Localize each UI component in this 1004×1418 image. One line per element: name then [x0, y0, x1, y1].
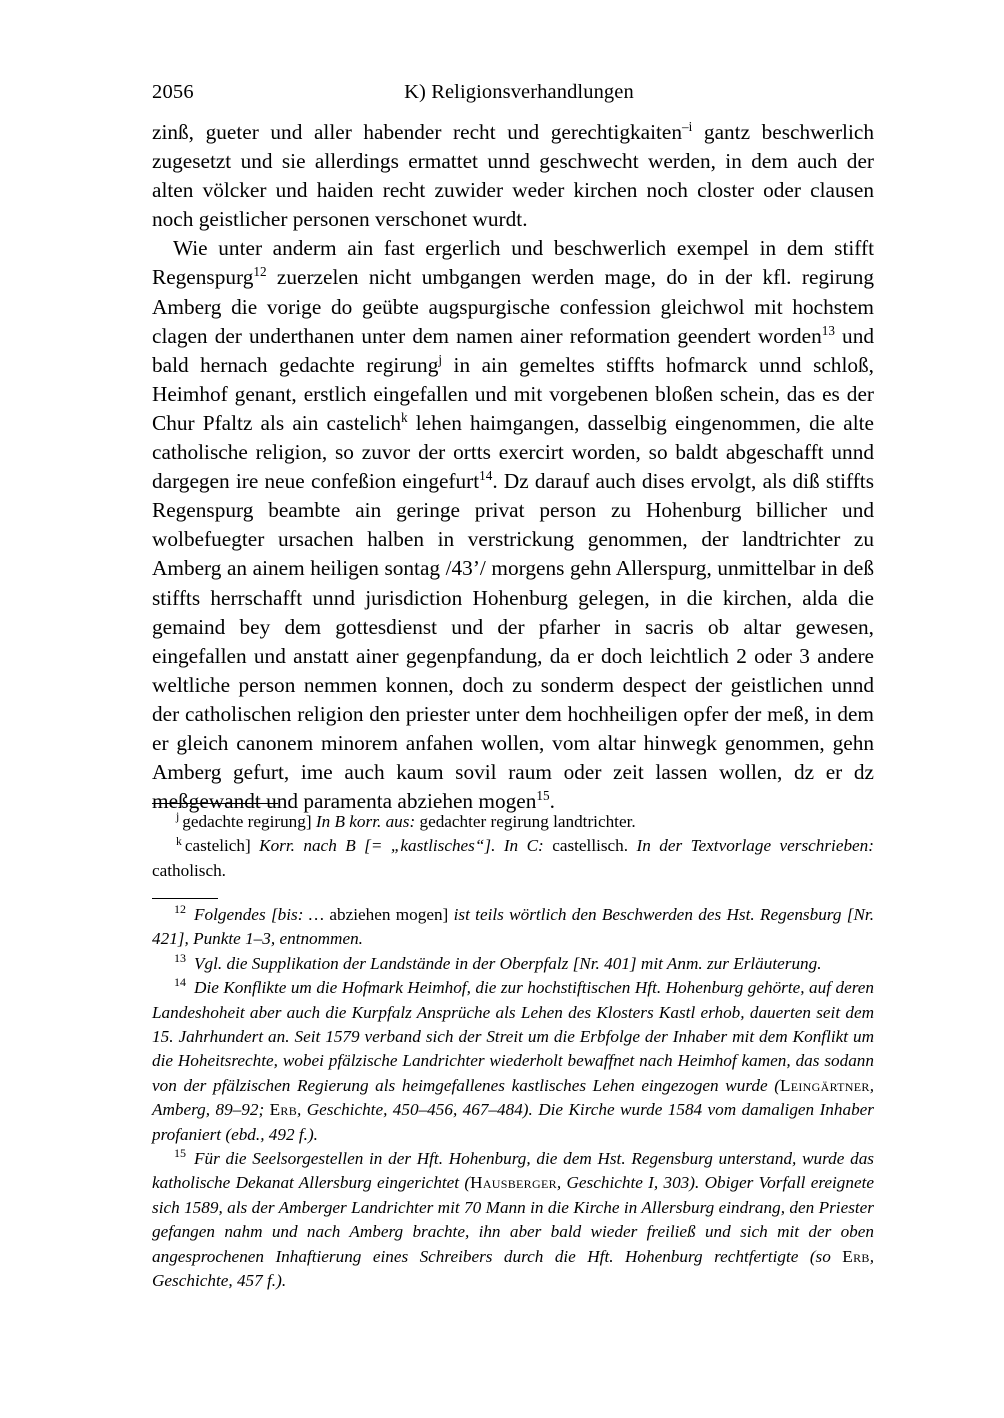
para2-seg4: in ain gemeltes stiffts hofmarck unnd schloß, Heimhof genant, erstlich eingefallen und mit vorgebenen bloßen schein, das es der Chur Pfaltz als ain castelich [152, 352, 874, 435]
paragraph-continued [152, 118, 874, 234]
footnote-14-author-leingaertner: Leingärtner [779, 1075, 870, 1095]
variant-marker-i: –i [682, 118, 693, 134]
footnote-14-seg2: , Amberg, 89–92; [152, 1075, 874, 1120]
footnote-12 [152, 903, 874, 952]
apparatus-lemma-k: castelich] [184, 836, 251, 856]
apparatus-note-j-roman: gedachter regirung landtrichter. [415, 812, 636, 831]
footnote-15-author-hausberger: Hausberger [470, 1173, 557, 1193]
apparatus-note-k-part4: In der Textvorlage verschrieben: [628, 836, 874, 856]
apparatus-siglum-k: k [176, 834, 182, 848]
footnote-15 [152, 1147, 874, 1293]
footnote-area [152, 903, 874, 1294]
footnote-14-author-erb: Erb [269, 1100, 298, 1120]
para2-seg7: . [549, 789, 555, 814]
apparatus-lemma-j: gedachte regirung] [182, 812, 312, 831]
footnote-separator-rule [152, 898, 218, 899]
footnote-15-seg3: , Geschichte, 457 f.). [152, 1246, 874, 1291]
footnote-14-seg3: , Geschichte, 450–456, 467–484). Die Kirche wurde 1584 vom damaligen Inhaber profaniert (ebd., 492 f.). [152, 1100, 874, 1144]
paragraph-wie-unter-anderm [152, 234, 874, 816]
critical-apparatus [152, 810, 874, 883]
para2-seg3: und bald hernach gedachte regirung [152, 323, 874, 377]
para1-pre: zinß, gueter und aller habender recht und gerechtigkaiten [152, 120, 683, 144]
footnote-13-text: Vgl. die Supplikation der Landstände in der Oberpfalz [Nr. 401] mit Anm. zur Erläuterung. [194, 953, 822, 973]
apparatus-note-k-part1: Korr. nach B [= „kastlisches“]. [250, 836, 496, 856]
apparatus-note-j-italic: In B korr. aus: [311, 812, 416, 831]
footnote-ref-14: 14 [479, 468, 493, 484]
para2-seg5: lehen haimgangen, dasselbig eingenommen, die alte catholische religion, so zuvor der ortts exercirt worden, so baldt abgeschafft unnd dargegen ire neue confeßion eingefurt [152, 410, 874, 494]
footnote-15-author-erb: Erb [842, 1246, 870, 1266]
para2-seg2: zuerzelen nicht umbgangen werden mage, do in der kfl. regirung Amberg die vorige do geübte augspurgische confession gleichwol mit hochstem clagen der underthanen unter dem namen ainer reformation geendert worden [152, 265, 874, 348]
footnote-number-14: 14 [174, 975, 187, 990]
para2-seg6: . Dz darauf auch dises ervolgt, als diß stiffts Regenspurg beambte ain geringe privat person zu Hohenburg billicher und wolbefuegter ursachen halben in verstrickung genommen, der landtrichter zu Amberg an ainem heiligen sontag /43’/ morgens gehn Allerspurg, unmittelbar in deß stiffts herrschafft unnd jurisdiction Hohenburg gelegen, in die kirchen, alda die gemaind bey dem gottesdienst und der pfarher in sacris ob altar gewesen, eingefallen und anstatt ainer gegenpfandung, da er doch leichtlich 2 oder 3 andere weltliche person nemmen konnen, doch zu sonderm despect der geistlichen unnd der catholischen religion den priester unter dem hochheiligen opfer der meß, in dem er gleich canonem minorem anfahen wollen, vom altar hinwegk genommen, gehn Amberg gefurt, ime auch kaum sovil raum oder zeit lassen wollen, dz er dz meßgewandt und paramenta abziehen mogen [152, 469, 874, 814]
page-number: 2056 [152, 81, 194, 103]
apparatus-note-k-part2: In C: [495, 836, 544, 856]
footnote-12-seg3: ist teils wörtlich den Beschwerden des Hst. Regensburg [Nr. 421], Punkte 1–3, entnommen. [152, 905, 874, 949]
footnote-ref-15: 15 [536, 788, 550, 804]
apparatus-entry-k [152, 834, 874, 883]
footnote-12-seg2: abziehen mogen] [324, 905, 449, 924]
running-title: K) Religionsverhandlungen [404, 81, 634, 103]
footnote-14 [152, 976, 874, 1147]
footnote-14-seg1: Die Konflikte um die Hofmark Heimhof, die zur hochstiftischen Hft. Hohenburg gehörte, auf deren Landeshoheit aber auch die Kurpfalz Ansprüche als Lehen des Klosters Kastl erhob, dauerten seit dem 15. Jahrhundert an. Seit 1579 verband sich der Streit um die Erbfolge der Inhaber mit dem Konflikt um die Hoheitsrechte, wobei pfälzische Landrichter wiederholt bewaffnet nach Heimhof kamen, das sodann von der pfälzischen Regierung als heimgefallenes kastlisches Lehen eingezogen wurde ( [152, 978, 874, 1095]
footnote-ref-13: 13 [821, 322, 835, 338]
para1-post: gantz beschwerlich zugesetzt und sie allerdings ermattet unnd geschwecht werden, in dem auch der alten völcker und haiden recht zuwider weder kirchen noch closter oder clausen noch geistlicher personen verschonet wurdt. [152, 120, 874, 232]
apparatus-separator-rule [152, 803, 278, 804]
footnote-number-15: 15 [174, 1146, 187, 1161]
running-head [152, 78, 872, 106]
footnote-number-13: 13 [174, 951, 187, 966]
apparatus-note-k-part5: catholisch. [152, 860, 226, 880]
footnote-15-seg1: Für die Seelsorgestellen in der Hft. Hohenburg, die dem Hst. Regensburg unterstand, wurde das katholische Dekanat Allersburg eingerichtet ( [152, 1149, 874, 1193]
footnote-number-12: 12 [174, 902, 187, 917]
apparatus-entry-j [152, 810, 874, 834]
para2-seg1: Wie unter anderm ain fast ergerlich und beschwerlich exempel in dem stifft Regenspurg [152, 236, 874, 290]
apparatus-siglum-j: j [176, 810, 180, 824]
apparatus-note-k-part3: castellisch. [543, 836, 629, 856]
footnote-15-seg2: , Geschichte I, 303). Obiger Vorfall ereignete sich 1589, als der Amberger Landrichter mit 70 Mann in die Kirche in Allersburg eindrang, den Priester gefangen nahm und nach Amberg brachte, ihn aber bald wieder freiließ und sich mit der oben angesprochenen Inhaftierung eines Schreibers durch die Hft. Hohenburg rechtfertigte (so [152, 1173, 874, 1266]
variant-marker-k: k [401, 409, 408, 425]
variant-marker-j: j [438, 351, 443, 367]
body-text [152, 118, 874, 816]
footnote-13 [152, 952, 874, 976]
footnote-12-seg1: Folgendes [bis: … [194, 905, 325, 924]
footnote-ref-12: 12 [253, 264, 267, 280]
